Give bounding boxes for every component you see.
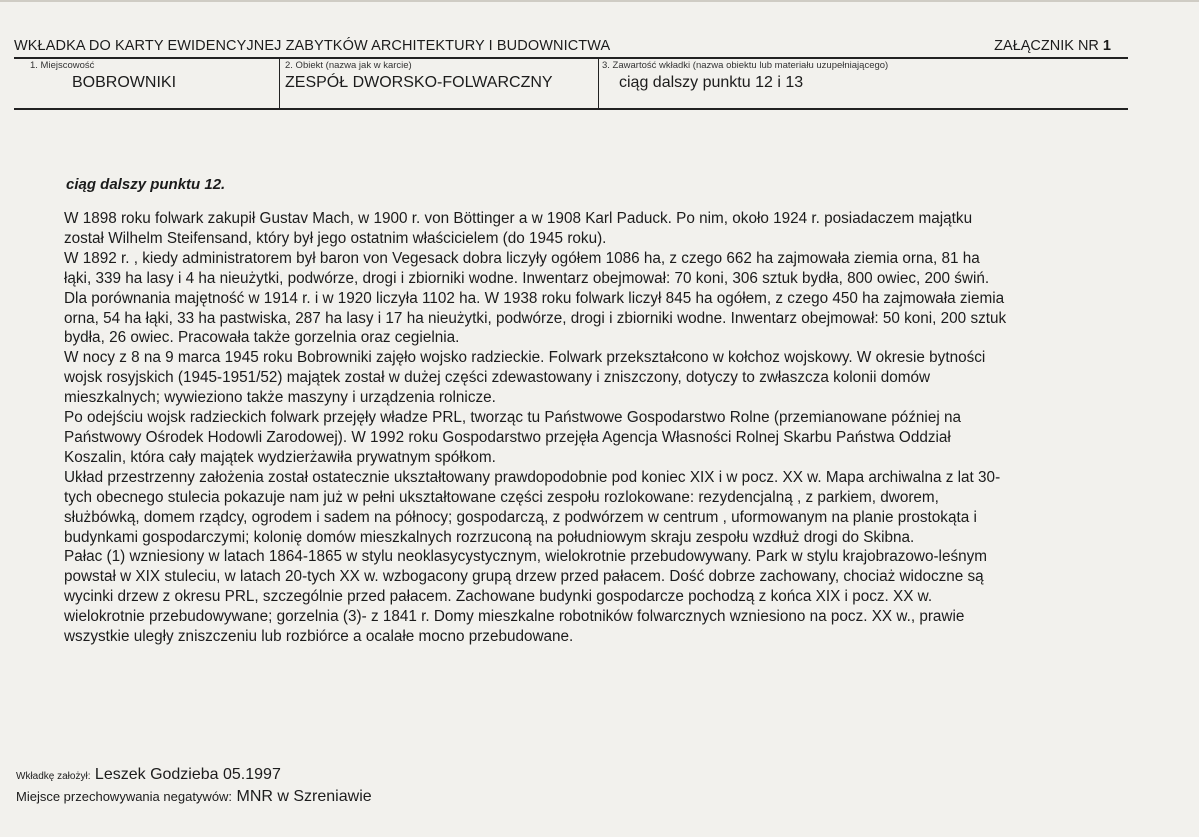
body-line: Pałac (1) wzniesiony w latach 1864-1865 w stylu neoklasycystycznym, wielokrotnie przebudowywany. Park w stylu krajobrazowo-leśnym (64, 548, 988, 566)
body-line: W 1892 r. , kiedy administratorem był baron von Vegesack dobra liczyły ogółem 1086 ha, z czego 662 ha zajmowała ziemia orna, 81 ha (64, 249, 980, 267)
body-line: wycinki drzew z okresu PRL, szczególnie przed pałacem. Zachowane budynki gospodarcze pochodzą z końca XIX i pocz. XX w. (64, 588, 933, 606)
column-divider (279, 58, 280, 110)
body-text (64, 209, 1154, 647)
location-label: 1. Miejscowość (30, 60, 95, 71)
annex-number (994, 38, 1111, 54)
body-line: łąki, 339 ha lasy i 4 ha nieużytki, podwórze, drogi i zbiorniki wodne. Inwentarz obejmował: 70 koni, 306 sztuk bydła, 800 owiec, 200 świń. (64, 269, 990, 287)
form-title: WKŁADKA DO KARTY EWIDENCYJNEJ ZABYTKÓW ARCHITEKTURY I BUDOWNICTWA (14, 38, 611, 54)
body-line: bydła, 26 owiec. Pracowała także gorzelnia oraz cegielnia. (64, 329, 460, 347)
storage-label: Miejsce przechowywania negatywów: (16, 789, 233, 804)
body-line: Dla porównania majętność w 1914 r. i w 1920 liczyła 1102 ha. W 1938 roku folwark liczył 845 ha ogółem, z czego 450 ha zajmowała ziemia (64, 289, 1005, 307)
table-bottom-rule (14, 108, 1128, 110)
body-line: orna, 54 ha łąki, 33 ha pastwiska, 287 ha lasy i 17 ha nieużytki, podwórze, drogi i zbiorniki wodne. Inwentarz obejmował: 50 koni, 200 sztuk (64, 309, 1007, 327)
body-line: Układ przestrzenny założenia został ostatecznie ukształtowany prawdopodobnie pod koniec XIX i w pocz. XX w. Mapa archiwalna z lat 30- (64, 468, 1001, 486)
body-line: Państwowy Ośrodek Hodowli Zarodowej). W 1992 roku Gospodarstwo przejęła Agencja Własności Rolnej Skarbu Państwa Oddział (64, 428, 951, 446)
storage-value: MNR w Szreniawie (236, 788, 372, 805)
body-line: Koszalin, która cały majątek wydzierżawiła prywatnym spółkom. (64, 448, 496, 466)
body-line: powstał w XIX stuleciu, w latach 20-tych XX w. wzbogacony grupą drzew przed pałacem. Dość dobrze zachowany, chociaż widoczne są (64, 568, 984, 586)
object-value: ZESPÓŁ DWORSKO-FOLWARCZNY (285, 74, 553, 91)
author-label: Wkładkę założył: (16, 771, 91, 782)
body-line: wielokrotnie przebudowywane; gorzelnia (3)- z 1841 r. Domy mieszkalne robotników folwarcznych wzniesiono na pocz. XX w., prawie (64, 608, 965, 626)
contents-label: 3. Zawartość wkładki (nazwa obiektu lub materiału uzupełniającego) (602, 60, 889, 71)
table-top-rule (14, 57, 1128, 59)
scan-top-edge (0, 0, 1199, 2)
annex-number-value: 1 (1102, 38, 1111, 54)
body-line: wszystkie uległy zniszczeniu lub rozbiórce a ocalałe mocno przebudowane. (64, 628, 574, 646)
author-value: Leszek Godzieba 05.1997 (94, 766, 281, 783)
body-line: służbówką, domem rządcy, ogrodem i sadem na północy; gospodarczą, z podwórzem w centrum , uformowanym na planie prostokąta i (64, 508, 977, 526)
body-line: W 1898 roku folwark zakupił Gustav Mach, w 1900 r. von Böttinger a w 1908 Karl Paduck. Po nim, około 1924 r. posiadaczem majątku (64, 210, 973, 227)
annex-label: ZAŁĄCZNIK NR (994, 38, 1099, 54)
body-line: W nocy z 8 na 9 marca 1945 roku Bobrowniki zajęło wojsko radzieckie. Folwark przekształcono w kołchoz wojskowy. W okresie bytności (64, 349, 986, 367)
body-line: Po odejściu wojsk radzieckich folwark przejęły władze PRL, tworząc tu Państwowe Gospodarstwo Rolne (przemianowane później na (64, 409, 961, 427)
location-value: BOBROWNIKI (72, 74, 177, 91)
body-line: został Wilhelm Steifensand, który był jego ostatnim właścicielem (do 1945 roku). (64, 229, 607, 247)
section-heading: ciąg dalszy punktu 12. (66, 176, 226, 193)
body-line: wojsk rosyjskich (1945-1951/52) majątek został w dużej części zdewastowany i zniszczony, dotyczy to zwłaszcza kolonii domów (64, 369, 931, 387)
body-line: tych obecnego stulecia pokazuje nam już w pełni ukształtowane części zespołu rozlokowane: rezydencjalną , z parkiem, dworem, (64, 488, 939, 506)
contents-value: ciąg dalszy punktu 12 i 13 (619, 74, 804, 91)
author-line (16, 766, 281, 784)
column-divider (598, 58, 599, 110)
object-label: 2. Obiekt (nazwa jak w karcie) (285, 60, 412, 71)
storage-line (16, 788, 372, 806)
body-line: budynkami gospodarczymi; kolonię domów mieszkalnych rozrzuconą na południowym skraju zespołu wzdłuż drogi do Skibna. (64, 528, 915, 546)
body-line: mieszkalnych; wywieziono także maszyny i urządzenia rolnicze. (64, 389, 496, 407)
